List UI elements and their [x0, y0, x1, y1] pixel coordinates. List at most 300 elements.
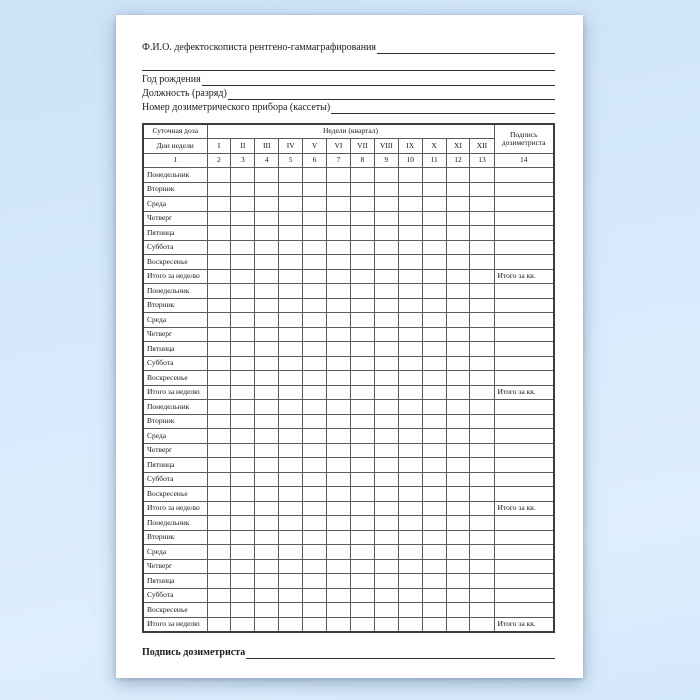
- dose-table-row: [143, 211, 554, 226]
- dose-cell: [398, 472, 422, 487]
- dose-cell: [255, 211, 279, 226]
- dose-cell: [207, 313, 231, 328]
- week-column-header: IV: [279, 139, 303, 154]
- dose-cell: [207, 603, 231, 618]
- dose-cell: [446, 284, 470, 299]
- dose-cell: [470, 197, 494, 212]
- day-label: Четверг: [143, 327, 207, 342]
- dose-cell: [327, 356, 351, 371]
- dose-cell: [303, 559, 327, 574]
- dose-cell: [231, 516, 255, 531]
- dose-cell: [231, 458, 255, 473]
- dose-cell: [470, 226, 494, 241]
- dose-cell: [422, 240, 446, 255]
- dose-cell: [207, 472, 231, 487]
- week-column-header: V: [303, 139, 327, 154]
- dose-cell: [279, 342, 303, 357]
- dose-cell: [350, 313, 374, 328]
- dose-cell: [470, 327, 494, 342]
- dose-cell: [446, 342, 470, 357]
- dose-cell: [350, 501, 374, 516]
- dose-cell: [207, 197, 231, 212]
- signature-cell: [494, 400, 554, 415]
- dose-cell: [279, 211, 303, 226]
- dose-cell: [303, 443, 327, 458]
- dose-cell: [327, 559, 351, 574]
- position-label: Должность (разряд): [142, 88, 227, 99]
- dose-cell: [422, 284, 446, 299]
- dose-cell: [207, 545, 231, 560]
- dose-cell: [422, 400, 446, 415]
- column-number: 1: [143, 153, 207, 168]
- dose-table-row: [143, 255, 554, 270]
- dose-cell: [255, 269, 279, 284]
- dose-table-row: [143, 327, 554, 342]
- dose-cell: [231, 472, 255, 487]
- dose-table: [142, 123, 555, 633]
- dose-cell: [398, 400, 422, 415]
- dose-cell: [470, 182, 494, 197]
- dose-cell: [422, 414, 446, 429]
- signature-cell: [494, 298, 554, 313]
- dose-cell: [374, 226, 398, 241]
- dose-cell: [470, 269, 494, 284]
- dose-table-row: [143, 516, 554, 531]
- dose-cell: [231, 269, 255, 284]
- dose-table-row: [143, 487, 554, 502]
- dose-cell: [470, 414, 494, 429]
- document-page: [116, 15, 583, 678]
- dose-cell: [446, 182, 470, 197]
- birth-year-field: [142, 73, 555, 86]
- day-label: Воскресенье: [143, 487, 207, 502]
- dose-cell: [231, 197, 255, 212]
- dose-cell: [255, 371, 279, 386]
- dose-cell: [398, 211, 422, 226]
- dose-cell: [446, 356, 470, 371]
- dose-cell: [470, 443, 494, 458]
- dose-cell: [470, 458, 494, 473]
- dose-cell: [470, 617, 494, 632]
- dose-cell: [374, 255, 398, 270]
- dose-cell: [327, 516, 351, 531]
- dose-cell: [327, 443, 351, 458]
- dose-cell: [255, 472, 279, 487]
- dose-cell: [470, 429, 494, 444]
- dose-cell: [231, 356, 255, 371]
- dose-cell: [374, 429, 398, 444]
- signature-cell: [494, 168, 554, 183]
- dose-cell: [327, 327, 351, 342]
- dose-cell: [398, 458, 422, 473]
- dose-table-row: [143, 574, 554, 589]
- dose-cell: [255, 298, 279, 313]
- column-number: 14: [494, 153, 554, 168]
- dose-cell: [350, 327, 374, 342]
- dose-cell: [470, 574, 494, 589]
- dose-cell: [422, 617, 446, 632]
- dose-table-row: [143, 182, 554, 197]
- dose-cell: [350, 298, 374, 313]
- dose-cell: [422, 545, 446, 560]
- day-label: Суббота: [143, 356, 207, 371]
- dose-cell: [422, 385, 446, 400]
- dose-cell: [303, 588, 327, 603]
- dose-cell: [207, 588, 231, 603]
- dose-table-row: [143, 269, 554, 284]
- dose-cell: [422, 313, 446, 328]
- dose-cell: [207, 559, 231, 574]
- dose-cell: [422, 530, 446, 545]
- dose-cell: [327, 371, 351, 386]
- dose-cell: [374, 313, 398, 328]
- dose-cell: [327, 617, 351, 632]
- dose-cell: [327, 588, 351, 603]
- signature-cell: [494, 211, 554, 226]
- dose-cell: [207, 501, 231, 516]
- dose-cell: [279, 617, 303, 632]
- dose-cell: [422, 472, 446, 487]
- dose-cell: [446, 211, 470, 226]
- birth-year-value-line: [202, 72, 555, 86]
- day-label: Пятница: [143, 342, 207, 357]
- dose-cell: [470, 472, 494, 487]
- dose-cell: [207, 516, 231, 531]
- dose-cell: [327, 284, 351, 299]
- dose-table-row: [143, 197, 554, 212]
- dose-table-row: [143, 385, 554, 400]
- dose-table-row: [143, 588, 554, 603]
- dose-cell: [446, 603, 470, 618]
- dose-cell: [279, 298, 303, 313]
- day-label: Суббота: [143, 240, 207, 255]
- column-number: 13: [470, 153, 494, 168]
- dose-cell: [327, 226, 351, 241]
- dose-cell: [279, 240, 303, 255]
- dose-cell: [446, 472, 470, 487]
- dose-table-row: [143, 443, 554, 458]
- dose-cell: [374, 211, 398, 226]
- signature-cell: [494, 182, 554, 197]
- dose-cell: [374, 559, 398, 574]
- dose-cell: [231, 371, 255, 386]
- dose-cell: [398, 197, 422, 212]
- dose-cell: [422, 429, 446, 444]
- dose-cell: [374, 182, 398, 197]
- signature-cell: [494, 255, 554, 270]
- dose-cell: [255, 197, 279, 212]
- dose-cell: [327, 211, 351, 226]
- dose-cell: [231, 487, 255, 502]
- column-number: 9: [374, 153, 398, 168]
- dose-cell: [207, 342, 231, 357]
- dose-cell: [279, 414, 303, 429]
- dose-cell: [327, 414, 351, 429]
- signature-cell: [494, 342, 554, 357]
- dose-cell: [303, 487, 327, 502]
- dose-cell: [446, 255, 470, 270]
- dose-cell: [374, 327, 398, 342]
- dose-cell: [231, 298, 255, 313]
- dose-table-row: [143, 603, 554, 618]
- dose-cell: [207, 429, 231, 444]
- device-number-label: Номер дозиметрического прибора (кассеты): [142, 102, 331, 113]
- day-label: Понедельник: [143, 400, 207, 415]
- dose-cell: [303, 545, 327, 560]
- quarter-total-label: Итого за кв.: [494, 269, 554, 284]
- signature-cell: [494, 240, 554, 255]
- dose-cell: [398, 516, 422, 531]
- dose-cell: [350, 545, 374, 560]
- dose-cell: [422, 327, 446, 342]
- dose-cell: [470, 603, 494, 618]
- dose-cell: [398, 269, 422, 284]
- dose-cell: [207, 226, 231, 241]
- device-number-value-line: [331, 100, 555, 114]
- dose-cell: [422, 559, 446, 574]
- dose-cell: [470, 385, 494, 400]
- dose-cell: [231, 400, 255, 415]
- week-total-label: Итого за неделю: [143, 385, 207, 400]
- dose-cell: [303, 501, 327, 516]
- dose-cell: [231, 588, 255, 603]
- column-number: 8: [350, 153, 374, 168]
- dose-cell: [303, 385, 327, 400]
- dose-cell: [350, 487, 374, 502]
- dose-cell: [446, 458, 470, 473]
- dose-cell: [327, 458, 351, 473]
- dose-table-row: [143, 545, 554, 560]
- dose-cell: [350, 574, 374, 589]
- dose-cell: [231, 385, 255, 400]
- column-number: 10: [398, 153, 422, 168]
- dose-table-row: [143, 501, 554, 516]
- dose-cell: [446, 574, 470, 589]
- dose-table-row: [143, 298, 554, 313]
- dose-cell: [327, 269, 351, 284]
- dose-cell: [279, 327, 303, 342]
- signature-cell: [494, 414, 554, 429]
- dose-cell: [350, 197, 374, 212]
- dose-cell: [327, 197, 351, 212]
- signature-cell: [494, 458, 554, 473]
- dose-table-row: [143, 429, 554, 444]
- birth-year-label: Год рождения: [142, 74, 201, 85]
- dose-cell: [279, 574, 303, 589]
- dose-cell: [422, 211, 446, 226]
- dose-cell: [279, 400, 303, 415]
- dose-cell: [422, 371, 446, 386]
- day-label: Воскресенье: [143, 371, 207, 386]
- dose-cell: [327, 255, 351, 270]
- dose-table-row: [143, 530, 554, 545]
- dose-cell: [255, 603, 279, 618]
- dose-cell: [255, 443, 279, 458]
- week-column-header: VI: [327, 139, 351, 154]
- dose-cell: [470, 501, 494, 516]
- dose-cell: [350, 342, 374, 357]
- dose-cell: [231, 574, 255, 589]
- dose-cell: [279, 197, 303, 212]
- dose-cell: [374, 574, 398, 589]
- dose-cell: [303, 617, 327, 632]
- dose-cell: [446, 400, 470, 415]
- day-label: Пятница: [143, 458, 207, 473]
- dose-cell: [231, 530, 255, 545]
- dose-cell: [374, 617, 398, 632]
- dose-cell: [327, 400, 351, 415]
- dose-cell: [279, 356, 303, 371]
- dose-cell: [231, 255, 255, 270]
- dose-cell: [207, 443, 231, 458]
- dose-cell: [303, 400, 327, 415]
- dose-table-row: [143, 124, 554, 139]
- day-label: Пятница: [143, 574, 207, 589]
- signature-cell: [494, 487, 554, 502]
- dose-cell: [398, 226, 422, 241]
- position-value-line: [228, 86, 555, 100]
- signature-cell: [494, 443, 554, 458]
- dose-cell: [279, 371, 303, 386]
- dose-cell: [374, 356, 398, 371]
- dose-cell: [446, 240, 470, 255]
- dose-cell: [279, 182, 303, 197]
- dose-cell: [398, 545, 422, 560]
- dose-cell: [231, 617, 255, 632]
- dose-cell: [350, 617, 374, 632]
- dose-cell: [279, 458, 303, 473]
- dose-cell: [446, 429, 470, 444]
- dose-cell: [350, 255, 374, 270]
- dose-cell: [398, 487, 422, 502]
- dose-cell: [398, 414, 422, 429]
- dose-cell: [303, 226, 327, 241]
- column-number: 5: [279, 153, 303, 168]
- dose-cell: [207, 385, 231, 400]
- weeks-group-header: Недели (квартал): [207, 124, 494, 139]
- quarter-total-label: Итого за кв.: [494, 617, 554, 632]
- dose-cell: [398, 342, 422, 357]
- dose-cell: [374, 516, 398, 531]
- dose-cell: [422, 487, 446, 502]
- dose-cell: [255, 487, 279, 502]
- dose-cell: [350, 458, 374, 473]
- dose-cell: [446, 617, 470, 632]
- dose-cell: [350, 356, 374, 371]
- dose-cell: [398, 429, 422, 444]
- dose-cell: [350, 269, 374, 284]
- dose-table-row: [143, 240, 554, 255]
- column-number: 2: [207, 153, 231, 168]
- signature-cell: [494, 530, 554, 545]
- dose-table-row: [143, 356, 554, 371]
- dose-cell: [303, 327, 327, 342]
- dose-cell: [279, 284, 303, 299]
- dose-cell: [470, 298, 494, 313]
- dose-cell: [255, 240, 279, 255]
- dose-cell: [398, 603, 422, 618]
- dose-cell: [398, 385, 422, 400]
- dose-cell: [446, 588, 470, 603]
- dose-cell: [470, 356, 494, 371]
- dose-cell: [255, 617, 279, 632]
- dose-cell: [470, 313, 494, 328]
- dose-cell: [231, 559, 255, 574]
- dose-cell: [327, 472, 351, 487]
- day-label: Вторник: [143, 298, 207, 313]
- dose-cell: [255, 342, 279, 357]
- dose-cell: [255, 226, 279, 241]
- dose-cell: [303, 211, 327, 226]
- dose-cell: [374, 385, 398, 400]
- dose-cell: [470, 530, 494, 545]
- dose-cell: [446, 327, 470, 342]
- dose-cell: [327, 603, 351, 618]
- dose-cell: [327, 313, 351, 328]
- week-column-header: III: [255, 139, 279, 154]
- dose-cell: [446, 501, 470, 516]
- dose-cell: [398, 501, 422, 516]
- signature-cell: [494, 371, 554, 386]
- dose-cell: [279, 545, 303, 560]
- dose-cell: [255, 501, 279, 516]
- dose-cell: [350, 414, 374, 429]
- dose-cell: [207, 530, 231, 545]
- dose-cell: [303, 182, 327, 197]
- dose-cell: [303, 313, 327, 328]
- dose-cell: [446, 443, 470, 458]
- signature-cell: [494, 284, 554, 299]
- dose-cell: [327, 342, 351, 357]
- dose-cell: [327, 240, 351, 255]
- dose-cell: [207, 458, 231, 473]
- dose-cell: [303, 429, 327, 444]
- dose-cell: [303, 269, 327, 284]
- fio-value-line: [377, 40, 555, 54]
- dose-cell: [422, 269, 446, 284]
- dose-cell: [207, 400, 231, 415]
- column-number: 6: [303, 153, 327, 168]
- day-label: Среда: [143, 545, 207, 560]
- week-total-label: Итого за неделю: [143, 269, 207, 284]
- dose-cell: [374, 472, 398, 487]
- dose-cell: [207, 356, 231, 371]
- dose-cell: [279, 168, 303, 183]
- week-column-header: I: [207, 139, 231, 154]
- dose-cell: [422, 197, 446, 212]
- days-of-week-header: Дни недели: [143, 139, 207, 154]
- dose-cell: [422, 603, 446, 618]
- dose-cell: [327, 501, 351, 516]
- dose-cell: [446, 226, 470, 241]
- week-column-header: II: [231, 139, 255, 154]
- signature-cell: [494, 226, 554, 241]
- dose-table-row: [143, 400, 554, 415]
- dose-cell: [446, 385, 470, 400]
- dose-cell: [374, 240, 398, 255]
- dose-cell: [446, 298, 470, 313]
- dose-cell: [350, 211, 374, 226]
- dose-cell: [422, 516, 446, 531]
- dose-cell: [446, 168, 470, 183]
- dose-cell: [446, 414, 470, 429]
- dose-cell: [374, 168, 398, 183]
- fio-field: [142, 41, 555, 54]
- dose-cell: [350, 603, 374, 618]
- dose-table-row: [143, 371, 554, 386]
- dose-cell: [207, 211, 231, 226]
- dose-cell: [374, 371, 398, 386]
